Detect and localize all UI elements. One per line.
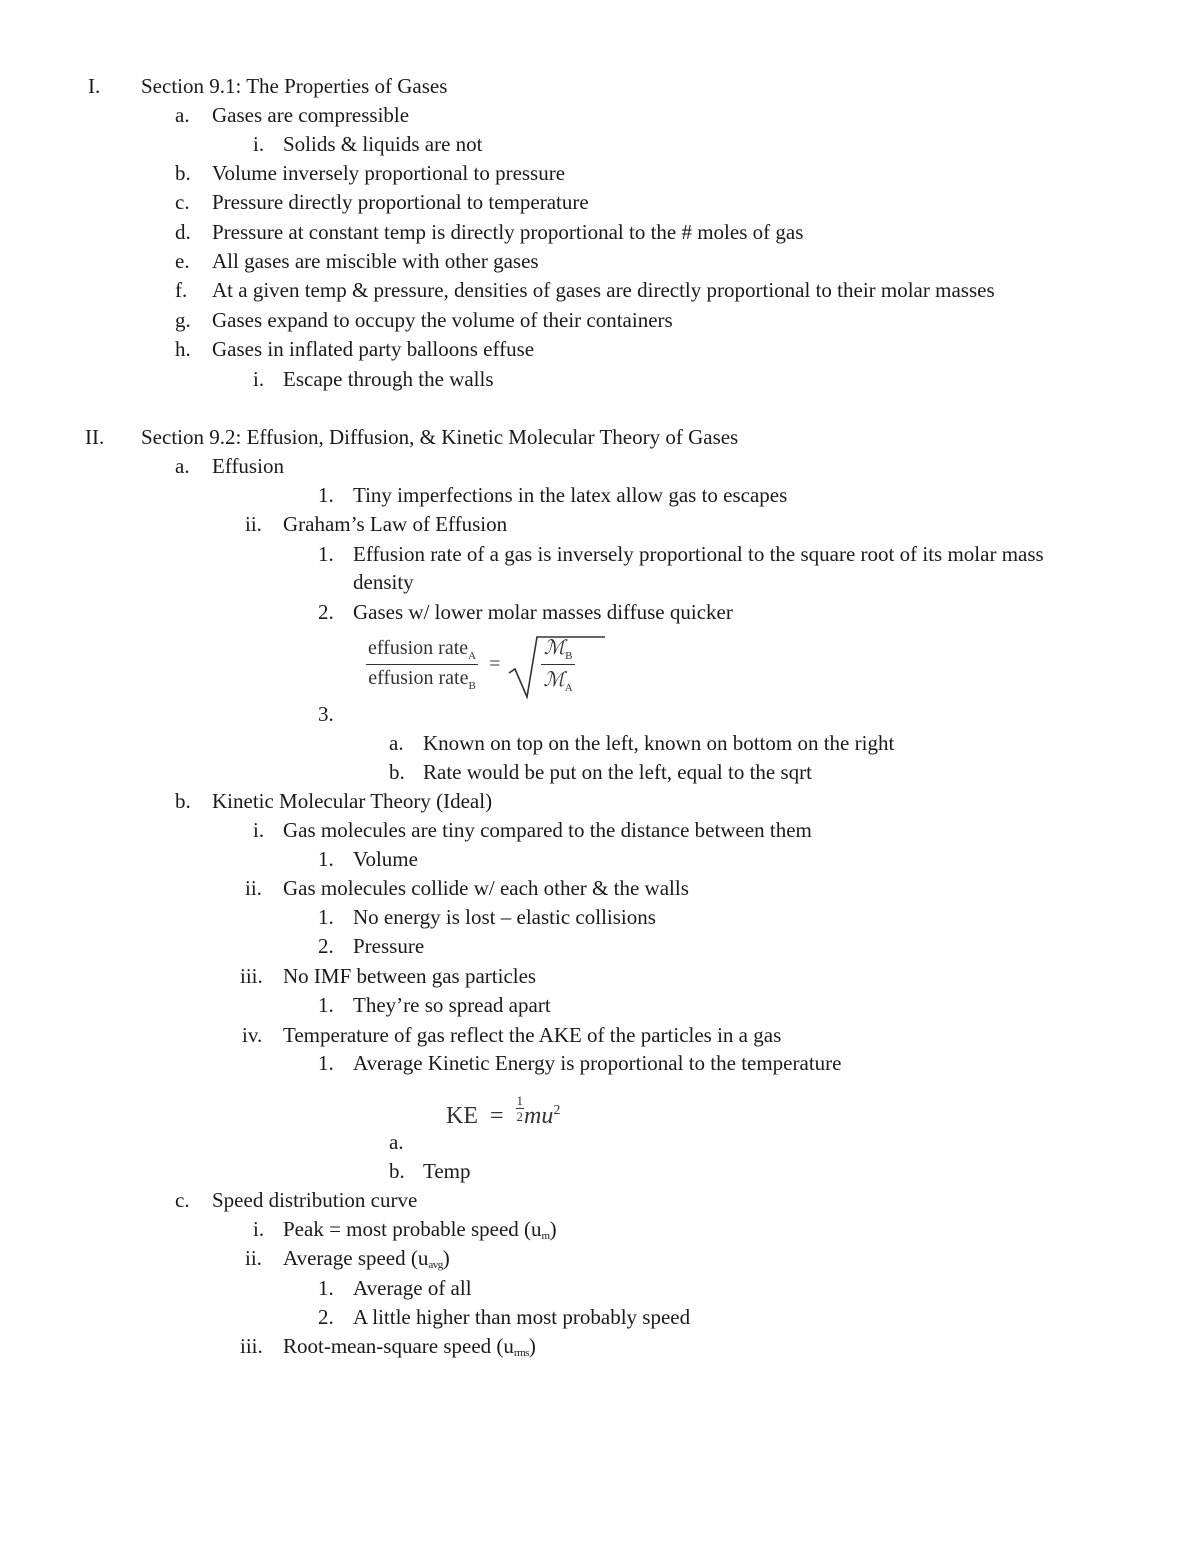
list-marker: II. xyxy=(85,425,105,449)
formula-fraction xyxy=(366,637,478,692)
list-marker: ii. xyxy=(245,512,262,536)
list-marker: b. xyxy=(389,760,405,784)
list-marker: 1. xyxy=(318,483,334,507)
list-marker: 1. xyxy=(318,1276,334,1300)
formula-denominator: ℳ$_A$ xyxy=(543,669,573,694)
list-marker: d. xyxy=(175,220,191,244)
list-text: Average Kinetic Energy is proportional to the temperature xyxy=(353,1051,842,1075)
list-text: Gases w/ lower molar masses diffuse quicker xyxy=(353,600,733,624)
list-text: Known on top on the left, known on bottom on the right xyxy=(423,731,895,755)
list-marker: 3. xyxy=(318,702,334,726)
list-text: Root-mean-square speed $(u_{rms})$ xyxy=(283,1334,536,1359)
list-marker: c. xyxy=(175,1188,190,1212)
list-text: They’re so spread apart xyxy=(353,993,551,1017)
list-marker: c. xyxy=(175,190,190,214)
list-marker: 1. xyxy=(318,1051,334,1075)
list-marker: h. xyxy=(175,337,191,361)
list-marker: 1. xyxy=(318,847,334,871)
section-title: Section 9.1: The Properties of Gases xyxy=(141,74,448,98)
formula-numerator: ℳ$_B$ xyxy=(541,635,574,665)
list-text: density xyxy=(353,570,414,594)
list-marker: ii. xyxy=(245,876,262,900)
list-marker: iii. xyxy=(240,1334,263,1358)
list-text: Escape through the walls xyxy=(283,367,494,391)
list-marker: f. xyxy=(175,278,188,302)
list-text: Gas molecules collide w/ each other & the walls xyxy=(283,876,689,900)
list-text: Gases in inflated party balloons effuse xyxy=(212,337,535,361)
list-text: Gases expand to occupy the volume of their containers xyxy=(212,308,673,332)
list-text: Solids & liquids are not xyxy=(283,132,483,156)
list-marker: I. xyxy=(88,74,101,98)
list-text: Effusion xyxy=(212,454,284,478)
formula-exponent: 2 xyxy=(553,1103,561,1118)
list-text: Volume xyxy=(353,847,418,871)
formula-fraction xyxy=(516,1094,525,1123)
list-text: Rate would be put on the left, equal to the sqrt xyxy=(423,760,812,784)
list-text: Pressure at constant temp is directly proportional to the # moles of gas xyxy=(212,220,804,244)
formula-equals: = xyxy=(490,1103,504,1129)
list-text: Temp xyxy=(423,1159,471,1183)
list-marker: i. xyxy=(253,818,265,842)
square-root xyxy=(511,635,574,694)
list-marker: b. xyxy=(175,789,191,813)
formula-numerator: effusion rate$_A$ xyxy=(366,637,478,665)
list-text: All gases are miscible with other gases xyxy=(212,249,539,273)
list-text: Average of all xyxy=(353,1276,472,1300)
list-marker: 2. xyxy=(318,600,334,624)
formula-numerator: 1 xyxy=(516,1093,524,1108)
list-marker: g. xyxy=(175,308,191,332)
list-text: Graham’s Law of Effusion xyxy=(283,512,508,536)
section-title: Section 9.2: Effusion, Diffusion, & Kinetic Molecular Theory of Gases xyxy=(141,425,739,449)
list-text: Volume inversely proportional to pressure xyxy=(212,161,566,185)
formula-lhs: KE xyxy=(446,1103,478,1129)
list-marker: i. xyxy=(253,1217,265,1241)
list-marker: 2. xyxy=(318,934,334,958)
list-marker: a. xyxy=(389,731,404,755)
list-text: Kinetic Molecular Theory (Ideal) xyxy=(212,789,493,813)
list-text: Temperature of gas reflect the AKE of the particles in a gas xyxy=(283,1023,782,1047)
list-marker: 1. xyxy=(318,542,334,566)
list-text: At a given temp & pressure, densities of gases are directly proportional to their molar masses xyxy=(212,278,995,302)
list-marker: a. xyxy=(175,103,190,127)
list-marker: 1. xyxy=(318,905,334,929)
list-marker: a. xyxy=(389,1130,404,1154)
list-marker: ii. xyxy=(245,1246,262,1270)
list-marker: 1. xyxy=(318,993,334,1017)
list-text: Average speed $(u_{avg})$ xyxy=(283,1246,450,1271)
list-text: No energy is lost – elastic collisions xyxy=(353,905,656,929)
list-text: Speed distribution curve xyxy=(212,1188,418,1212)
list-text: Gas molecules are tiny compared to the distance between them xyxy=(283,818,812,842)
list-text: Effusion rate of a gas is inversely proportional to the square root of its molar mass xyxy=(353,542,1044,566)
formula-denominator: 2 xyxy=(516,1109,524,1124)
formula-rhs: mu xyxy=(524,1103,554,1129)
list-marker: e. xyxy=(175,249,190,273)
list-marker: i. xyxy=(253,367,265,391)
list-marker: b. xyxy=(389,1159,405,1183)
list-marker: a. xyxy=(175,454,190,478)
grahams-law-formula xyxy=(366,635,575,694)
list-text: Gases are compressible xyxy=(212,103,410,127)
formula-equals: = xyxy=(489,653,501,675)
list-text: Peak = most probable speed $(u_m)$ xyxy=(283,1217,557,1242)
radical-sign-icon xyxy=(507,633,607,699)
list-text: A little higher than most probably speed xyxy=(353,1305,691,1329)
list-text: Pressure xyxy=(353,934,425,958)
list-text: No IMF between gas particles xyxy=(283,964,537,988)
list-marker: b. xyxy=(175,161,191,185)
list-marker: 2. xyxy=(318,1305,334,1329)
list-marker: iii. xyxy=(240,964,263,988)
list-marker: iv. xyxy=(242,1023,263,1047)
list-text: Pressure directly proportional to temperature xyxy=(212,190,589,214)
formula-denominator: effusion rate$_B$ xyxy=(368,667,476,692)
kinetic-energy-formula xyxy=(446,1094,560,1131)
list-text: Tiny imperfections in the latex allow gas to escapes xyxy=(353,483,788,507)
list-marker: i. xyxy=(253,132,265,156)
